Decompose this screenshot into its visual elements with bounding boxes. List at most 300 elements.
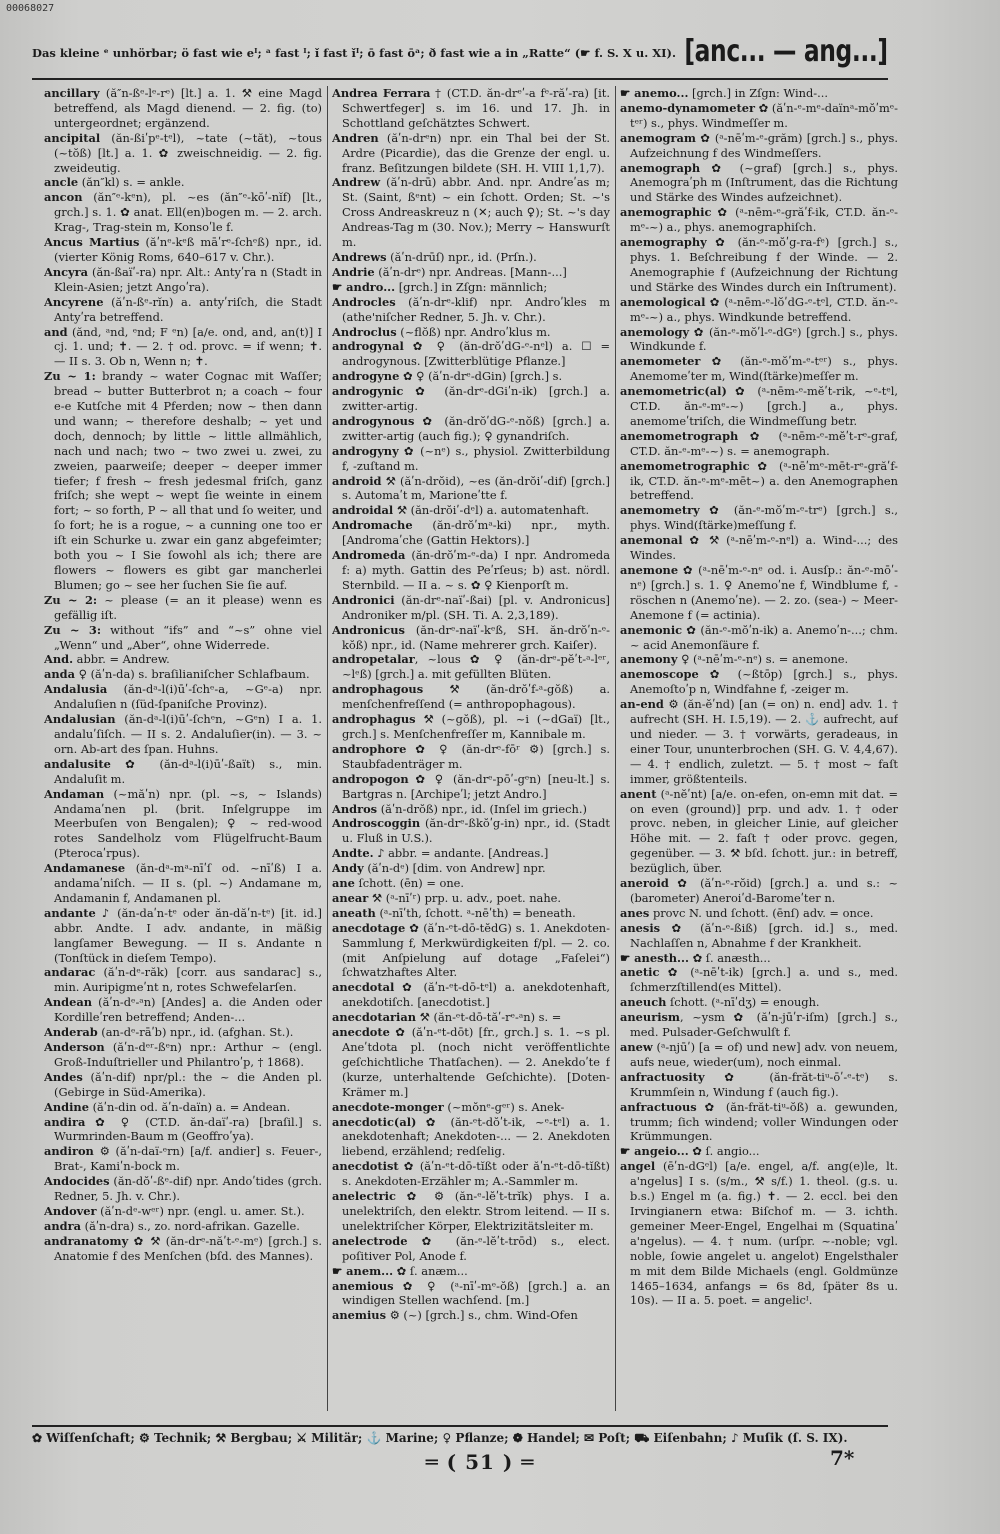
dictionary-entry [332, 1264, 610, 1279]
definition: (ᵃ-njūʹ) [a = of) und new] adv. von neuem, aufs neue, wieder(um), noch einmal. [630, 1040, 898, 1069]
definition: (ăn-drᵉ-naïʹ-kᵉß, SH. ăn-drŏʹn-ᵉ-kŏß) npr., id. (Name mehrerer grch. Kaiſer). [342, 622, 610, 652]
dictionary-entry [44, 369, 322, 593]
dictionary-entry [620, 503, 898, 533]
dictionary-entry [620, 787, 898, 876]
definition: [grch.] in Zſgn: Wind-... [688, 86, 828, 100]
dictionary-entry [332, 772, 610, 802]
headword: ancon [44, 190, 83, 205]
definition: ✿ ♀ (ăn-drŏʹdG-ᵉ-nᵉl) a. ☐ = androgynous. [Zwitterblütige Pflanze.] [342, 339, 610, 369]
dictionary-entry [332, 339, 610, 369]
definition: (ă″n-ßᵉ-lᵉ-rᵉ) [lt.] a. 1. ⚒ eine Magd betreffend, als Magd dienend. — 2. fig. (to) untergeordnet; ergänzend. [54, 86, 322, 130]
definition: (ăʹn-drᵉ-klif) npr. Androʹkles m (athe'niſcher Redner, 5. Jh. v. Chr.). [342, 294, 610, 324]
headword: Andalusia [44, 682, 108, 697]
dictionary-entry [44, 1100, 322, 1115]
definition: (ăʹn-dᵉ-răk) [corr. aus sandarac] s., min. Auripigmeʹnt n, rotes Schwefelarſen. [54, 965, 322, 995]
dictionary-entry [332, 742, 610, 772]
definition: ✿ (ᵃ-nēm-ᵉ-mĕʹt-rᵉ-graf, CT.D. ăn-ᵉ-mᵉ-~) s. = anemograph. [630, 428, 898, 458]
definition: (ăʹn-drᵉ) npr. Andreas. [Mann-...] [374, 264, 567, 279]
dictionary-entry [44, 906, 322, 966]
definition: ⚒ (~gŏß), pl. ~i (~dGaï) [lt., grch.] s. Menſchenfreſſer m, Kannibale m. [342, 712, 610, 741]
definition: ✿ (ăʹn-ᵉt-dōt) [fr., grch.] s. 1. ~s pl. Aneʹtdota pl. (noch nicht veröffentlichte geſchichtliche Thatſachen). — 2. Anekdoʹte f (kurze, unterhaltende Geſchichte). [Doten-Krämer m.] [342, 1025, 610, 1099]
definition: ✿ (ăn-ᵉ-lĕʹt-trōd) s., elect. poſitiver Pol, Anode f. [342, 1233, 610, 1263]
dictionary-entry [332, 861, 610, 876]
dictionary-entry [332, 623, 610, 653]
dictionary-entry [332, 1159, 610, 1189]
dictionary-entry [332, 802, 610, 817]
headword: Andean [44, 995, 92, 1010]
dictionary-entry [332, 1010, 610, 1025]
definition: ✿ ♀ (ᵃ-nīʹ-mᵉ-ŏß) [grch.] a. an windigen Stellen wachſend. [m.] [342, 1278, 610, 1308]
definition: ⚒ (ăn-drŏʹf-ᵃ-gŏß) a. menſchenfreſſend (= anthropophagous). [342, 682, 610, 712]
dictionary-entry [620, 965, 898, 995]
headword: Zu ~ 1: [44, 369, 96, 384]
dictionary-entry [332, 1100, 610, 1115]
definition: (ᵃ-nĕʹnt) [a/e. on-efen, on-emn mit dat. = on even (ground)] prp. und adv. 1. † oder provc. neben, in gleicher Linie, auf gleicher Höhe mit. — 2. faſt † oder provc. gegen, gegenüber. — 3. ⚒ bſd. ſchott. jur.: in betreff, bezüglich, über. [630, 786, 898, 876]
headword: andropogon [332, 771, 409, 786]
headword: anemious [332, 1278, 394, 1293]
definition: (ăn-ßaïʹ-ra) npr. Alt.: Antyʹra n (Stadt in Klein-Asien; jetzt Angoʹra). [54, 264, 322, 294]
dictionary-entry [44, 623, 322, 653]
headword: Andronici [332, 592, 395, 607]
definition: ♀ (ăʹn-da) s. braſilianiſcher Schlafbaum. [75, 667, 310, 682]
dictionary-entry [620, 697, 898, 786]
dictionary-entry [620, 1100, 898, 1145]
headword: And. [44, 652, 74, 667]
dictionary-entry [332, 1115, 610, 1160]
definition: ✿ (ăn-ᵉ-mŏʹn-ik) a. Anemoʹn-...; chm. ~ acid Anemonſäure f. [630, 622, 898, 652]
definition: , ~ysm ✿ (ăʹn-jūʹr-iſm) [grch.] s., med. Pulsader-Geſchwulſt f. [630, 1010, 898, 1040]
definition: (ăʹn-drŏß) npr., id. (Inſel im griech.) [377, 801, 587, 816]
headword: andalusite [44, 756, 111, 771]
dictionary-entry [620, 161, 898, 206]
definition: ✿ (ăn-drᵉ-dGiʹn-ik) [grch.] a. zwitter-artig. [342, 384, 610, 414]
definition: ♀ (ᵃ-nēʹm-ᵉ-nᵉ) s. = anemone. [677, 652, 849, 667]
definition: ✿ (ăʹn-ᵉt-dō-tᵉl) a. anekdotenhaft, anekdotiſch. [anecdotist.] [342, 980, 610, 1010]
dictionary-entry [332, 876, 610, 891]
column-divider [615, 86, 616, 1411]
headword: ancipital [44, 130, 101, 145]
headword: ☛ andro... [332, 279, 396, 294]
dictionary-entry [332, 891, 610, 906]
dictionary-entry [332, 816, 610, 846]
dictionary-entry [332, 325, 610, 340]
definition: (ăʹn-ßᵉ-rĭn) a. antyʹriſch, die Stadt Antyʹra betreffend. [54, 294, 322, 324]
definition: abbr. = Andrew. [73, 652, 170, 667]
headword: Andrea Ferrara [332, 86, 431, 100]
dictionary-entry [332, 384, 610, 414]
headword: androphore [332, 741, 407, 756]
definition: ✿ (ᵃ-nēʹmᵉ-mēt-rᵉ-grăʹf-ik, CT.D. ăn-ᵉ-mᵉ-mēt~) a. den Anemographen betreffend. [630, 458, 898, 503]
definition: ✿ (ăn-drŏʹdG-ᵉ-nŏß) [grch.] a. zwitter-artig (auch fig.); ♀ gynandriſch. [342, 413, 610, 443]
headword: ancle [44, 175, 79, 190]
headword: androgynic [332, 384, 404, 399]
dictionary-entry [620, 295, 898, 325]
headword: andiron [44, 1144, 94, 1159]
definition: (ăn-drᵉ-ßkŏʹg-in) npr., id. (Stadt u. Fluß in U.S.). [342, 816, 610, 846]
headword: android [332, 473, 382, 488]
dictionary-entry [332, 980, 610, 1010]
dictionary-entry [332, 175, 610, 250]
dictionary-entry [620, 354, 898, 384]
dictionary-entry [620, 86, 898, 101]
definition: ✿ ♀ (ăn-drᵉ-fōʳ ⚙) [grch.] s. Staubfadenträger m. [342, 741, 610, 771]
dictionary-entry [620, 921, 898, 951]
headword: Anderson [44, 1040, 105, 1054]
dictionary-entry [332, 1189, 610, 1234]
headword: Andrews [332, 249, 387, 264]
definition: ⚙ (ăʹn-daï-ᵉrn) [a/f. andier] s. Feuer-, Brat-, Kamiʹn-bock m. [54, 1144, 322, 1174]
column-2 [332, 86, 610, 1411]
definition: ✿ (ăʹn-ᵉt-dō-tĕdG) s. 1. Anekdoten-Sammlung f, Merkwürdigkeiten f/pl. — 2. co. (mit Anſpielung auf dotage „Faſelei“) ſchwatzhaftes Alter. [342, 920, 610, 980]
dictionary-entry [332, 444, 610, 474]
headword: Andalusian [44, 712, 116, 727]
definition: ✿ (ᵃ-nēʹm-ᵉ-nᵉ od. i. Ausſp.: ăn-ᵉ-mōʹ-nᵉ) [grch.] s. 1. ♀ Anemoʹne f, Windblume f, -röschen n (Anemoʹne). — 2. zo. (sea-) ~ Meer-Anemone f (= actinia). [630, 563, 898, 622]
definition: ✿ (ăʹn-ᵉ-rŏid) [grch.] a. und s.: ~ (barometer) Aneroiʹd-Baromeʹter n. [630, 876, 898, 905]
dictionary-entry [332, 250, 610, 265]
signature-mark: 7* [830, 1446, 855, 1470]
definition: brandy ~ water Cognac mit Waſſer; bread ~ butter Butterbrot n; a coach ~ four e-e Kutſche mit 4 Pferden; now ~ then dann und wann; ~ therefore deshalb; ~ yet und doch, dennoch; by little ~ little allmählich, nach und nach; two ~ two zwei u. zwei, zu zweien, paarweiſe; deeper ~ deeper immer tiefer; f fresh ~ fresh jedesmal friſch, ganz friſch; she wept ~ wept ſie weinte in einem fort; ~ so forth, P ~ all that und ſo weiter, und ſo fort; he is a rogue, ~ a cunning one too er iſt ein Schurke u. zwar ein ganz abgefeimter; both you ~ I Sie ſowohl als ich; there are flowers ~ flowers es gibt gar mancherlei Blumen; go ~ see her ſuchen Sie ſie auf. [54, 369, 322, 592]
headword: Andronicus [332, 622, 405, 637]
definition: (ăn-drŏʹm-ᵉ-da) I npr. Andromeda f: a) myth. Gattin des Peʹrſeus; b) ast. nördl. Sternbild. — II a. ~ s. ✿ ♀ Kienporſt m. [342, 548, 610, 592]
headword: anemony [620, 652, 678, 667]
entry-columns [44, 86, 898, 1411]
headword: Andros [332, 801, 378, 816]
headword: anda [44, 667, 76, 682]
definition: ⚒ (ăn-drŏiʹ-dᵉl) a. automatenhaft. [393, 503, 590, 518]
headword: anelectrode [332, 1233, 408, 1248]
definition: ✿ (~graf) [grch.] s., phys. Anemograʹph m (Inſtrument, das die Richtung und Stärke des Windes aufzeichnet). [630, 160, 898, 205]
dictionary-entry [332, 921, 610, 981]
headword: aneurism [620, 1010, 680, 1025]
definition: (ăn-dᵃ-l(i)ūʹ-ſchᵉn, ~Gᵉn) I a. 1. andaluʹſiſch. — II s. 2. Andaluſier(in). — 3. ~ orn. Ab-art des ſpan. Huhns. [54, 712, 322, 756]
headword: anfractuous [620, 1099, 697, 1114]
dictionary-entry [44, 1234, 322, 1264]
headword: anemograph [620, 160, 701, 175]
definition: ✿ (ăn-ᵉ-mŏʹm-ᵉ-tᵉʳ) s., phys. Anemomeʹter m, Wind(ſtärke)meſſer m. [630, 354, 898, 384]
definition: ✿ (ăn-frăt-tiᵘ-ŏß) a. gewunden, trumm; ſich windend; voller Windungen oder Krümmungen. [630, 1099, 898, 1144]
headword: Andes [44, 1069, 83, 1084]
headword: anent [620, 786, 657, 801]
headword: anelectric [332, 1189, 396, 1204]
dictionary-entry [332, 518, 610, 548]
dictionary-entry [620, 1144, 898, 1159]
definition: ✿ ♀ (ăn-drᵉ-pōʹ-gᵉn) [neu-lt.] s. Bartgras n. [Archipeʹl; jetzt Andro.] [342, 771, 610, 801]
dictionary-entry [620, 667, 898, 697]
headword: Andocides [44, 1174, 110, 1189]
headword: androgynal [332, 339, 404, 354]
headword: Androcles [332, 294, 396, 309]
column-divider [327, 86, 328, 1411]
dictionary-entry [332, 1025, 610, 1100]
dictionary-entry [332, 593, 610, 623]
definition: ⚙ (ăn-ĕʹnd) [an (= on) n. end] adv. 1. † aufrecht (SH. H. I.5,19). — 2. ⚓ aufrecht, auf und nieder. — 3. † vorwärts, geradeaus, in einer Tour, ununterbrochen (SH. G. V. 4,4,67). — 4. † endlich, zuletzt. — 5. † most ~ faſt immer, größtenteils. [630, 697, 898, 786]
definition: (~mŏnᵉ-gᵉʳ) s. Anek- [443, 1099, 565, 1114]
definition: ✿ ⚒ (ᵃ-nēʹm-ᵉ-nᵉl) a. Wind-...; des Windes. [630, 533, 898, 563]
headword: Andren [332, 130, 379, 145]
dictionary-entry [44, 667, 322, 682]
dictionary-entry [620, 623, 898, 653]
definition: (ăn″ᵉ-kᵉn), pl. ~es (ăn″ᵉ-kōʹ-nĭf) [lt., grch.] s. 1. ✿ anat. Ell(en)bogen m. — 2. arch. Krag-, Trag-stein m, Konsoʹle f. [54, 190, 322, 235]
dictionary-entry [620, 563, 898, 623]
definition: ♪ abbr. = andante. [Andreas.] [373, 846, 549, 861]
headword: aneath [332, 905, 376, 920]
dictionary-entry [44, 1174, 322, 1204]
dictionary-entry [44, 86, 322, 131]
dictionary-entry [44, 787, 322, 862]
dictionary-entry [620, 131, 898, 161]
pronunciation-guide: Das kleine ᵉ unhörbar; ö fast wie eᴵ; ᵃ fast ᴵ; ǐ fast ǐᴵ; ō fast ōᵃ; ð fast wie a in „Ratte“ (☛ f. S. X u. XI). [32, 46, 676, 60]
definition: (ănd, ᵃnd, ᵉnd; F ᵉn) [a/e. ond, and, an(t)] I cj. 1. und; ✝. — 2. † od. provc. = if wenn; ✝. — II s. 3. Ob n, Wenn n; ✝. [54, 324, 322, 369]
definition: (ăn″kl) s. = ankle. [78, 175, 185, 190]
dictionary-entry [620, 951, 898, 966]
definition: (ăʹn-drᵉn) npr. ein Thal bei der St. Ardre (Picardie), das die Grenze der engl. u. franz. Beſitzungen bildete (SH. H. VIII 1,1,7). [342, 130, 610, 175]
dictionary-entry [332, 369, 610, 384]
definition: ✿ (ᵃ-nēʹt-ik) [grch.] a. und s., med. ſchmerzſtillend(es Mittel). [630, 965, 898, 995]
definition: (ăʹn-drūſ) npr., id. (Prſn.). [386, 249, 537, 264]
definition: (ăn-drᵉ-naïʹ-ßai) [pl. v. Andronicus] Androniker m/pl. (SH. Ti. A. 2,3,189). [342, 592, 610, 622]
definition: (ăʹn-dᵉ-wᵉʳ) npr. (engl. u. amer. St.). [96, 1203, 305, 1218]
headword: anemological [620, 294, 706, 309]
headword: Andamanese [44, 861, 126, 876]
dictionary-entry [44, 175, 322, 190]
headword: ane [332, 876, 355, 891]
dictionary-entry [332, 295, 610, 325]
headword: anemometric(al) [620, 384, 727, 399]
headword: androidal [332, 503, 394, 518]
headword: andra [44, 1218, 82, 1233]
headword: anemo-dynamometer [620, 100, 755, 115]
headword: Androscoggin [332, 816, 421, 831]
dictionary-entry [332, 1234, 610, 1264]
headword: Andromache [332, 518, 413, 533]
headword: Andte. [332, 846, 374, 861]
dictionary-entry [44, 1219, 322, 1234]
dictionary-entry [620, 235, 898, 295]
definition: (ᵃ-nīʹth, ſchott. ᵃ-nēʹth) = beneath. [375, 905, 576, 920]
dictionary-entry [620, 533, 898, 563]
dictionary-entry [332, 712, 610, 742]
dictionary-entry [620, 429, 898, 459]
column-1 [44, 86, 322, 1411]
dictionary-entry [332, 474, 610, 504]
headword: anecdotic(al) [332, 1114, 417, 1129]
dictionary-entry [620, 459, 898, 504]
headword: ancillary [44, 86, 100, 100]
dictionary-entry [620, 995, 898, 1010]
dictionary-entry [620, 876, 898, 906]
headword: anecdotist [332, 1159, 399, 1174]
definition: (ēʹn-dGᵉl) [a/e. engel, a/f. ang(e)le, lt. a'ngelus] I s. (s/m., ⚒ s/f.) 1. theol. (g.s. u. b.s.) Engel m (a. fig.) ✝. — 2. eccl. bei den Irvingianern etwa: Biſchof m. — 3. ichth. gemeiner Meer-Engel, Engelhai m (Squatinaʹ a'ngelus). — 4. † num. (urſpr. ~-noble; vgl. noble, ſowie angelet u. angelot) Engelsthaler m mit dem Bilde Michaels (engl. Goldmünze 1465–1634, anfangs = 6s 8d, ſpäter 8s u. 10s). — II a. 5. poet. = angelicᴵ. [630, 1159, 898, 1308]
headword: anecdote [332, 1025, 390, 1040]
definition: (~flŏß) npr. Androʹklus m. [396, 324, 551, 339]
headword: anemonal [620, 533, 683, 548]
dictionary-entry [44, 1070, 322, 1100]
dictionary-entry [620, 205, 898, 235]
definition: ✿ (ăn-ᵉ-mŏʹg-ra-fᵉ) [grch.] s., phys. 1. Beſchreibung f der Winde. — 2. Anemographie f (Aufzeichnung der Richtung und Stärke des Windes durch ein Inſtrument). [630, 235, 898, 294]
headword: anecdotal [332, 980, 395, 995]
definition: ✿ (ᵃ-nēm-ᵉ-mĕʹt-rik, ~ᵉ-tᵉl, CT.D. ăn-ᵉ-mᵉ-~) [grch.] a., phys. anemomeʹtriſch, die Windmeſſung betr. [630, 384, 898, 428]
headword: Ancus Martius [44, 235, 140, 250]
headword: Andy [332, 861, 364, 876]
headword: anemone [620, 563, 679, 577]
definition: ⚒ (ᵃ-nīʹʳ) prp. u. adv., poet. nahe. [368, 890, 562, 905]
dictionary-entry [44, 235, 322, 265]
page-number: ═ ( 51 ) ═ [425, 1450, 535, 1474]
headword: Andromeda [332, 548, 406, 563]
headword: Zu ~ 3: [44, 622, 102, 637]
headword: andranatomy [44, 1233, 129, 1248]
headword: anemology [620, 324, 690, 339]
dictionary-entry [332, 86, 610, 131]
headword: angel [620, 1159, 656, 1174]
dictionary-entry [44, 1115, 322, 1145]
definition: (ăʹn-dra) s., zo. nord-afrikan. Gazelle. [81, 1218, 300, 1233]
definition: ♪ (ăn-daʹn-tᵉ oder ăn-dăʹn-tᵉ) [it. id.] abbr. Andte. I adv. andante, in mäßig langſamer Bewegung. — II s. Andante n (Tonſtück in dieſem Tempo). [54, 905, 322, 965]
headword: Ancyrene [44, 294, 104, 309]
definition: ſchott. (ᵃ-nīʹdʒ) = enough. [666, 995, 820, 1010]
headword: anecdote-monger [332, 1099, 444, 1114]
dictionary-entry [44, 757, 322, 787]
headword: andropetalar [332, 652, 415, 667]
headword: anecdotage [332, 920, 406, 935]
dictionary-entry [332, 414, 610, 444]
headword: Andine [44, 1099, 89, 1114]
dictionary-entry [44, 190, 322, 235]
dictionary-entry [332, 280, 610, 295]
definition: provc N. und ſchott. (ēnſ) adv. = once. [649, 905, 874, 920]
dictionary-entry [620, 101, 898, 131]
headword: an-end [620, 697, 664, 712]
headword: aneroid [620, 876, 669, 891]
definition: ✿ (ăn-dᵃ-l(i)ūʹ-ßaït) s., min. Andaluſit m. [54, 756, 322, 786]
definition: (ăn-ßiʹpᵉ-tᵉl), ~tate (~tăt), ~tous (~tŏß) [lt.] a. 1. ✿ zweischneidig. — 2. fig. zweideutig. [54, 130, 322, 175]
headword: ☛ anemo... [620, 86, 689, 100]
definition: (ăn-drŏʹmᵃ-ki) npr., myth. [Andromaʹche (Gattin Hektors).] [342, 518, 610, 548]
dictionary-entry [44, 325, 322, 370]
headword: anemogram [620, 130, 696, 145]
dictionary-entry [44, 131, 322, 176]
headword: androgyny [332, 443, 399, 458]
dictionary-entry [620, 906, 898, 921]
definition: ✿ (ᵃ-nēm-ᵉ-lŏʹdG-ᵉ-tᵉl, CT.D. ăn-ᵉ-mᵉ-~) a., phys. Windkunde betreffend. [630, 294, 898, 324]
headword: anemometrographic [620, 458, 750, 473]
headword: anemographic [620, 205, 712, 220]
dictionary-entry [44, 682, 322, 712]
definition: ✿ (ăn-ᵉt-dŏʹt-ik, ~ᵉ-tᵉl) a. 1. anekdotenhaft; Anekdoten-... — 2. Anekdoten liebend, erzählend; redſelig. [342, 1114, 610, 1159]
headword: anetic [620, 965, 660, 980]
definition: (ăʹn-dᵉ-ᵃn) [Andes] a. die Anden oder Kordilleʹren betreffend; Anden-... [54, 995, 322, 1025]
dictionary-entry [332, 906, 610, 921]
definition: (ăʹn-din od. ăʹn-daïn) a. = Andean. [88, 1099, 291, 1114]
definition: without “ifs” and “~s” ohne viel „Wenn“ und „Aber“, ohne Widerrede. [54, 622, 322, 652]
definition: (ăʹnᵉ-kᵉß māʹrᵉ-ſchᵉß) npr., id. (vierter König Roms, 640–617 v. Chr.). [54, 235, 322, 264]
dictionary-entry [620, 1040, 898, 1070]
dictionary-entry [332, 265, 610, 280]
dictionary-entry [620, 652, 898, 667]
dictionary-entry [332, 682, 610, 712]
dictionary-entry [332, 503, 610, 518]
definition: (ăn-dᵃ-mᵃ-nīʹſ od. ~nīʹß) I a. andamaʹniſch. — II s. (pl. ~) Andamane m, Andamanin f, Andamanen pl. [54, 861, 322, 905]
definition: [grch.] in Zſgn: männlich; [395, 279, 548, 294]
definition: ✿ ♀ (CT.D. ăn-daïʹ-ra) [braſil.] s. Wurmrinden-Baum m (Geoffroʹya). [54, 1114, 322, 1144]
definition: (ăʹn-drū) abbr. And. npr. Andreʹas m; St. (Saint, ßᵉnt) ~ ein ſchott. Orden; St. ~'s Cross Andreaskreuz n (✕; auch ♀); St. ~'s day Andreas-Tag m (30. Nov.); Merry ~ Hanswurſt m. [342, 175, 610, 250]
definition: † (CT.D. ăn-drᵉʹ-a fᵉ-răʹ-ra) [it. Schwertfeger] s. im 16. und 17. Jh. in Schottland geſchätztes Schwert. [342, 86, 610, 130]
dictionary-entry [44, 593, 322, 623]
definition: (an-dᵉ-rāʹb) npr., id. (afghan. St.). [97, 1025, 294, 1040]
headword: anear [332, 890, 369, 905]
headword: Ancyra [44, 264, 89, 279]
headword: anemius [332, 1308, 386, 1323]
dictionary-entry [620, 1010, 898, 1040]
dictionary-entry [332, 131, 610, 176]
definition: ✿ ſ. anæsth... [688, 950, 771, 965]
dictionary-entry [44, 1040, 322, 1070]
headword: aneuch [620, 995, 667, 1010]
headword: andira [44, 1114, 86, 1129]
headword: anemonic [620, 622, 683, 637]
definition: ✿ (ᵃ-nēʹm-ᵉ-grăm) [grch.] s., phys. Aufzeichnung f des Windmeſſers. [630, 130, 898, 160]
headword: Andrew [332, 175, 381, 190]
headword: androgyne [332, 369, 400, 384]
page-header [32, 34, 888, 84]
headword: anesis [620, 920, 661, 935]
headword: anfractuosity [620, 1069, 705, 1084]
headword: anes [620, 905, 650, 920]
definition: (ăn-dŏʹ-ßᵉ-dif) npr. Andoʹtides (grch. Redner, 5. Jh. v. Chr.). [54, 1174, 322, 1204]
headword: Andaman [44, 786, 105, 801]
definition: (ăʹn-dᵉ) [dim. von Andrew] npr. [363, 861, 546, 876]
definition: ✿ (ăʹn-ᵉt-dō-tĭßt oder ăʹn-ᵉt-dō-tĭßt) s. Anekdoten-Erzähler m; A.-Sammler m. [342, 1159, 610, 1189]
dictionary-entry [620, 384, 898, 429]
headword: andarac [44, 965, 96, 980]
archive-id: 00068027 [6, 3, 55, 14]
headword: andante [44, 905, 96, 920]
headword: Andrie [332, 264, 375, 279]
definition: ✿ ⚙ (ăn-ᵉ-lĕʹt-trĭk) phys. I a. unelektriſch, den elektr. Strom leitend. — II s. unelektriſcher Körper, Elektrizitätsleiter m. [342, 1189, 610, 1233]
headword: Anderab [44, 1025, 98, 1040]
headword: ☛ angeio... [620, 1144, 689, 1159]
definition: ✿ (ăʹn-ᵉ-mᵉ-daïnᵃ-mŏʹmᵉ-tᵉʳ) s., phys. Windmeſſer m. [630, 100, 898, 130]
dictionary-entry [44, 265, 322, 295]
headword: androphagus [332, 712, 416, 727]
dictionary-entry [44, 1204, 322, 1219]
definition: (ăʹn-dᵉʳ-ßᵉn) npr.: Arthur ~ (engl. Groß-Induſtrieller und Philantroʹp, † 1868). [54, 1040, 322, 1069]
definition: ⚒ (ăʹn-drŏid), ~es (ăn-drŏiʹ-dif) [grch.] s. Automaʹt m, Marioneʹtte f. [342, 473, 610, 503]
headword: androgynous [332, 413, 415, 428]
definition: ſchott. (ēn) = one. [354, 876, 465, 891]
definition: ✿ (~nᵉ) s., physiol. Zwitterbildung f, -zuſtand m. [342, 443, 610, 473]
dictionary-entry [44, 1144, 322, 1174]
headword: ☛ anem... [332, 1263, 394, 1278]
headword: anemography [620, 235, 707, 250]
definition: ~ please (= an it please) wenn es gefällig iſt. [54, 592, 322, 622]
headword: ☛ anesth... [620, 950, 689, 965]
headword: Andover [44, 1203, 97, 1218]
dictionary-entry [620, 1159, 898, 1308]
symbol-legend: ✿ Wiſſenſchaft; ⚙ Technik; ⚒ Bergbau; ⚔ Militär; ⚓ Marine; ♀ Pflanze; ❁ Handel; ✉ Poſt; ⛟ Eiſenbahn; ♪ Muſik (ſ. S. IX). [32, 1425, 888, 1447]
headword: anemometrograph [620, 428, 739, 443]
headword: anemoscope [620, 667, 699, 682]
headword: Androclus [332, 324, 397, 339]
definition: (ăʹn-dif) npr/pl.: the ~ die Anden pl. (Gebirge in Süd-Amerika). [54, 1069, 322, 1099]
entry-range: [anc... — ang...] [684, 34, 888, 69]
dictionary-entry [44, 861, 322, 906]
definition: ✿ (ăn-ᵉ-mŏʹl-ᵉ-dGᵉ) [grch.] s., phys. Windkunde f. [630, 324, 898, 354]
definition: (ăn-dᵃ-l(i)ūʹ-ſchᵉ-a, ~Gᵉ-a) npr. Andaluſien n (ſüd-ſpaniſche Provinz). [54, 682, 322, 712]
definition: ✿ (ăn-frăt-tiᵘ-ōʹ-ᵉ-tᵉ) s. Krummſein n, Windung f (auch fig.). [630, 1069, 898, 1099]
dictionary-entry [44, 965, 322, 995]
definition: ✿ ♀ (ăʹn-drᵉ-dGin) [grch.] s. [399, 369, 563, 384]
